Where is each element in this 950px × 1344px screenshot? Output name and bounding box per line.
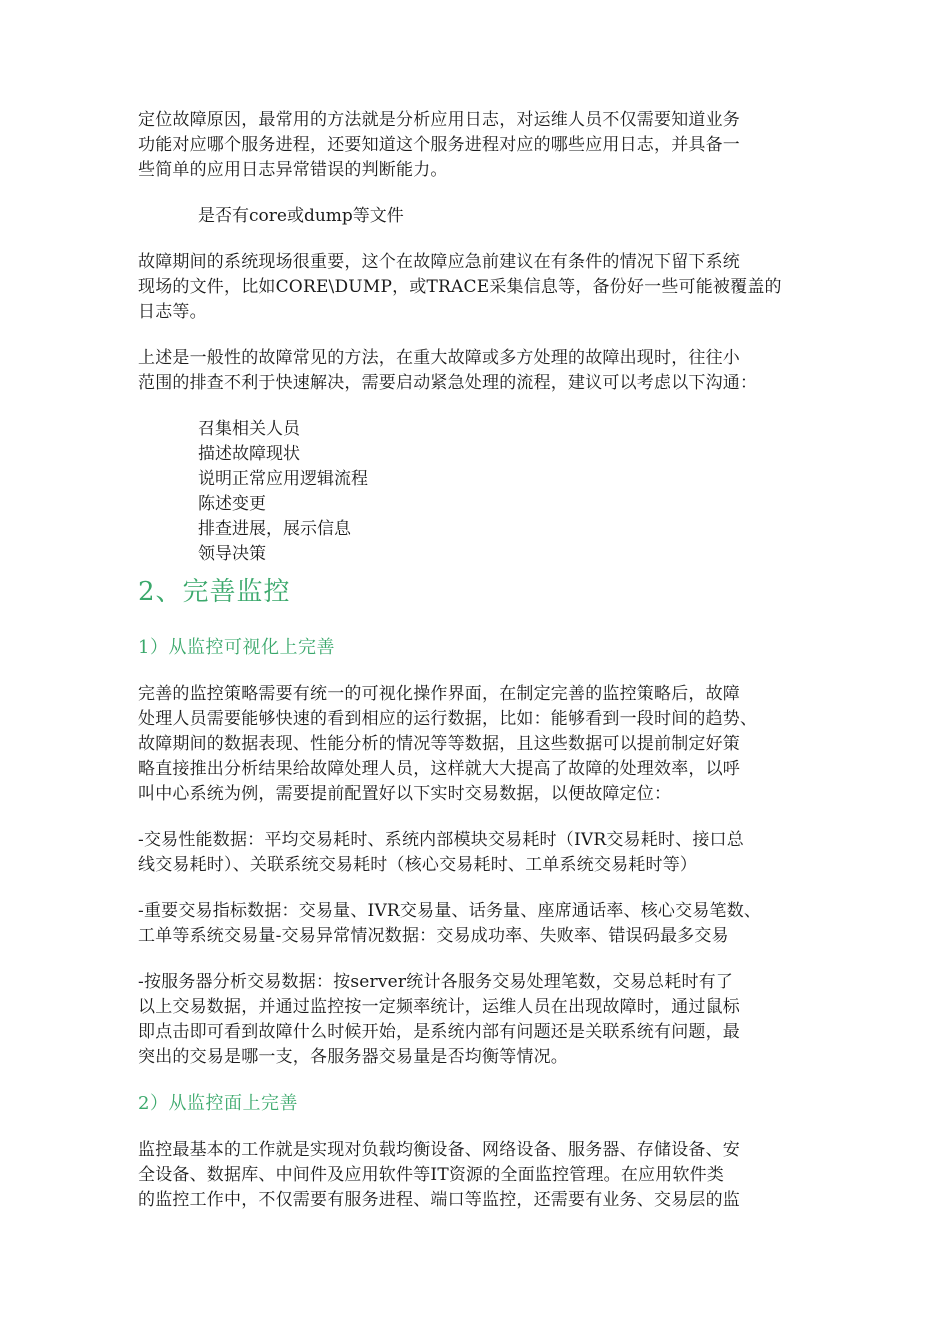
text-line: 监控最基本的工作就是实现对负载均衡设备、网络设备、服务器、存储设备、安 (138, 1140, 740, 1160)
text-line: 故障期间的系统现场很重要，这个在故障应急前建议在有条件的情况下留下系统 (138, 252, 740, 272)
text-line: 功能对应哪个服务进程，还要知道这个服务进程对应的哪些应用日志，并具备一 (138, 135, 740, 155)
text-line: 略直接推出分析结果给故障处理人员，这样就大大提高了故障的处理效率，以呼 (138, 759, 740, 779)
list-item: 领导决策 (198, 544, 266, 564)
paragraph-visualization (138, 682, 828, 807)
text-line: 范围的排查不利于快速解决，需要启动紧急处理的流程，建议可以考虑以下沟通： (138, 373, 758, 393)
list-item: 描述故障现状 (198, 444, 300, 464)
text-line: 日志等。 (138, 302, 207, 322)
text-line: 上述是一般性的故障常见的方法，在重大故障或多方处理的故障出现时，往往小 (138, 348, 740, 368)
list-item: 排查进展，展示信息 (198, 519, 351, 539)
paragraph-emergency (138, 346, 828, 396)
text-line: 完善的监控策略需要有统一的可视化操作界面，在制定完善的监控策略后，故障 (138, 684, 740, 704)
text-line: 现场的文件，比如CORE\DUMP，或TRACE采集信息等，备份好一些可能被覆盖的 (138, 277, 782, 297)
text-line: -重要交易指标数据：交易量、IVR交易量、话务量、座席通话率、核心交易笔数、 (138, 901, 762, 921)
text-line: 工单等系统交易量-交易异常情况数据：交易成功率、失败率、错误码最多交易 (138, 926, 729, 946)
paragraph-performance-data (138, 828, 828, 878)
list-item: 陈述变更 (198, 494, 266, 514)
text-line: 定位故障原因，最常用的方法就是分析应用日志，对运维人员不仅需要知道业务 (138, 110, 740, 130)
list-item: 说明正常应用逻辑流程 (198, 469, 368, 489)
list-item: 召集相关人员 (198, 419, 300, 439)
text-line: 故障期间的数据表现、性能分析的情况等等数据，且这些数据可以提前制定好策 (138, 734, 740, 754)
text-line: -按服务器分析交易数据：按server统计各服务交易处理笔数，交易总耗时有了 (138, 972, 734, 992)
paragraph-server-data (138, 970, 828, 1070)
text-line: 线交易耗时）、关联系统交易耗时（核心交易耗时、工单系统交易耗时等） (138, 855, 698, 875)
subsection-heading-coverage: 2）从监控面上完善 (138, 1093, 298, 1114)
subsection-heading-visualization: 1）从监控可视化上完善 (138, 637, 335, 658)
section-heading-monitoring: 2、完善监控 (138, 577, 291, 607)
paragraph-log-analysis (138, 108, 828, 183)
text-line: 以上交易数据，并通过监控按一定频率统计，运维人员在出现故障时，通过鼠标 (138, 997, 740, 1017)
document-page (138, 108, 828, 1234)
text-line: -交易性能数据：平均交易耗时、系统内部模块交易耗时（IVR交易耗时、接口总 (138, 830, 744, 850)
core-dump-item: 是否有core或dump等文件 (198, 206, 404, 226)
text-line: 即点击即可看到故障什么时候开始，是系统内部有问题还是关联系统有问题，最 (138, 1022, 740, 1042)
communication-list (198, 417, 828, 567)
paragraph-indicator-data (138, 899, 828, 949)
text-line: 突出的交易是哪一支，各服务器交易量是否均衡等情况。 (138, 1047, 568, 1067)
text-line: 处理人员需要能够快速的看到相应的运行数据，比如：能够看到一段时间的趋势、 (138, 709, 758, 729)
text-line: 的监控工作中，不仅需要有服务进程、端口等监控，还需要有业务、交易层的监 (138, 1190, 740, 1210)
text-line: 全设备、数据库、中间件及应用软件等IT资源的全面监控管理。在应用软件类 (138, 1165, 725, 1185)
text-line: 叫中心系统为例，需要提前配置好以下实时交易数据，以便故障定位： (138, 784, 672, 804)
paragraph-coverage (138, 1138, 828, 1213)
text-line: 些简单的应用日志异常错误的判断能力。 (138, 160, 448, 180)
paragraph-system-scene (138, 250, 828, 325)
